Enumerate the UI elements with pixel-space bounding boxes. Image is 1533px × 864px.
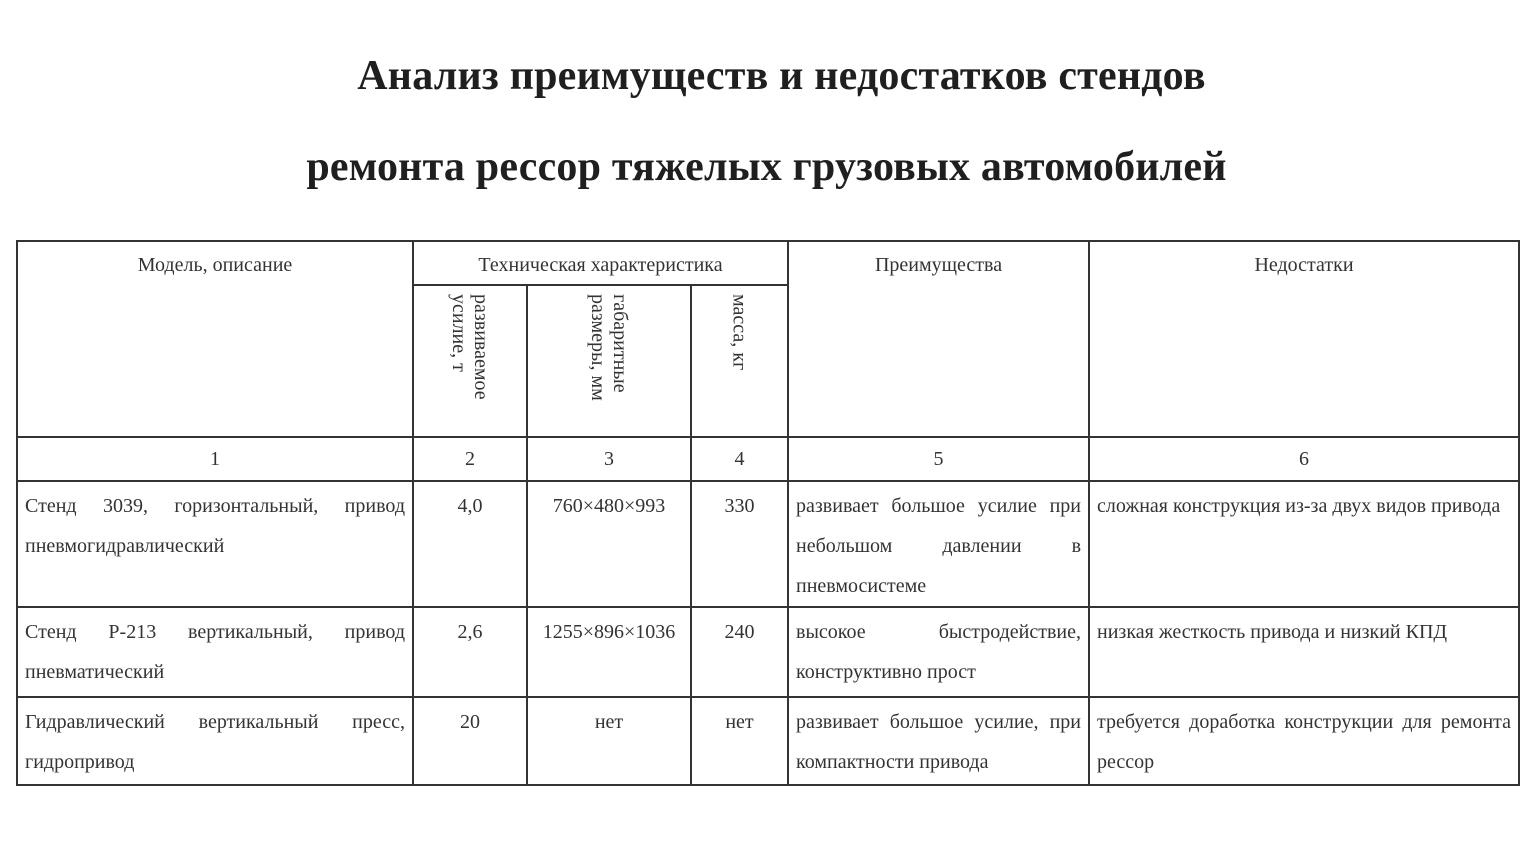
table-row	[17, 607, 1519, 697]
header-advantages: Преимущества	[788, 241, 1089, 437]
subheader-force: развиваемое усилие, т	[448, 294, 492, 400]
subheader-dimensions: габаритные размеры, мм	[587, 294, 631, 401]
column-number: 2	[413, 437, 527, 481]
cell-disadvantages: низкая жесткость привода и низкий КПД	[1089, 607, 1519, 697]
cell-force: 4,0	[413, 481, 527, 607]
subheader-force-cell	[413, 285, 527, 437]
subheader-mass-cell	[691, 285, 788, 437]
header-model: Модель, описание	[17, 241, 413, 437]
header-row	[17, 241, 1519, 285]
subheader-dimensions-cell	[527, 285, 691, 437]
cell-disadvantages: требуется доработка конструкции для ремонта рессор	[1089, 697, 1519, 785]
subheader-mass: масса, кг	[728, 294, 751, 371]
column-number: 6	[1089, 437, 1519, 481]
header-tech: Техническая характеристика	[413, 241, 788, 285]
cell-advantages: высокое быстродействие, конструктивно прост	[788, 607, 1089, 697]
cell-mass: нет	[691, 697, 788, 785]
cell-mass: 330	[691, 481, 788, 607]
cell-dimensions: нет	[527, 697, 691, 785]
header-disadvantages: Недостатки	[1089, 241, 1519, 437]
cell-model: Стенд 3039, горизонтальный, привод пневмогидравлический	[17, 481, 413, 607]
column-number: 4	[691, 437, 788, 481]
cell-force: 20	[413, 697, 527, 785]
cell-mass: 240	[691, 607, 788, 697]
table-row	[17, 481, 1519, 607]
column-number: 1	[17, 437, 413, 481]
column-number: 3	[527, 437, 691, 481]
cell-dimensions: 1255×896×1036	[527, 607, 691, 697]
stands-comparison-table	[16, 240, 1520, 786]
cell-advantages: развивает большое усилие, при компактности привода	[788, 697, 1089, 785]
cell-model: Стенд Р-213 вертикальный, привод пневматический	[17, 607, 413, 697]
cell-dimensions: 760×480×993	[527, 481, 691, 607]
page-title-line-1: Анализ преимуществ и недостатков стендов	[357, 53, 1206, 99]
table-row	[17, 697, 1519, 785]
column-number: 5	[788, 437, 1089, 481]
cell-advantages: развивает большое усилие при небольшом давлении в пневмосистеме	[788, 481, 1089, 607]
cell-force: 2,6	[413, 607, 527, 697]
column-number-row	[17, 437, 1519, 481]
cell-model: Гидравлический вертикальный пресс, гидропривод	[17, 697, 413, 785]
cell-disadvantages: сложная конструкция из-за двух видов привода	[1089, 481, 1519, 607]
page-title-line-2: ремонта рессор тяжелых грузовых автомобилей	[306, 144, 1227, 190]
